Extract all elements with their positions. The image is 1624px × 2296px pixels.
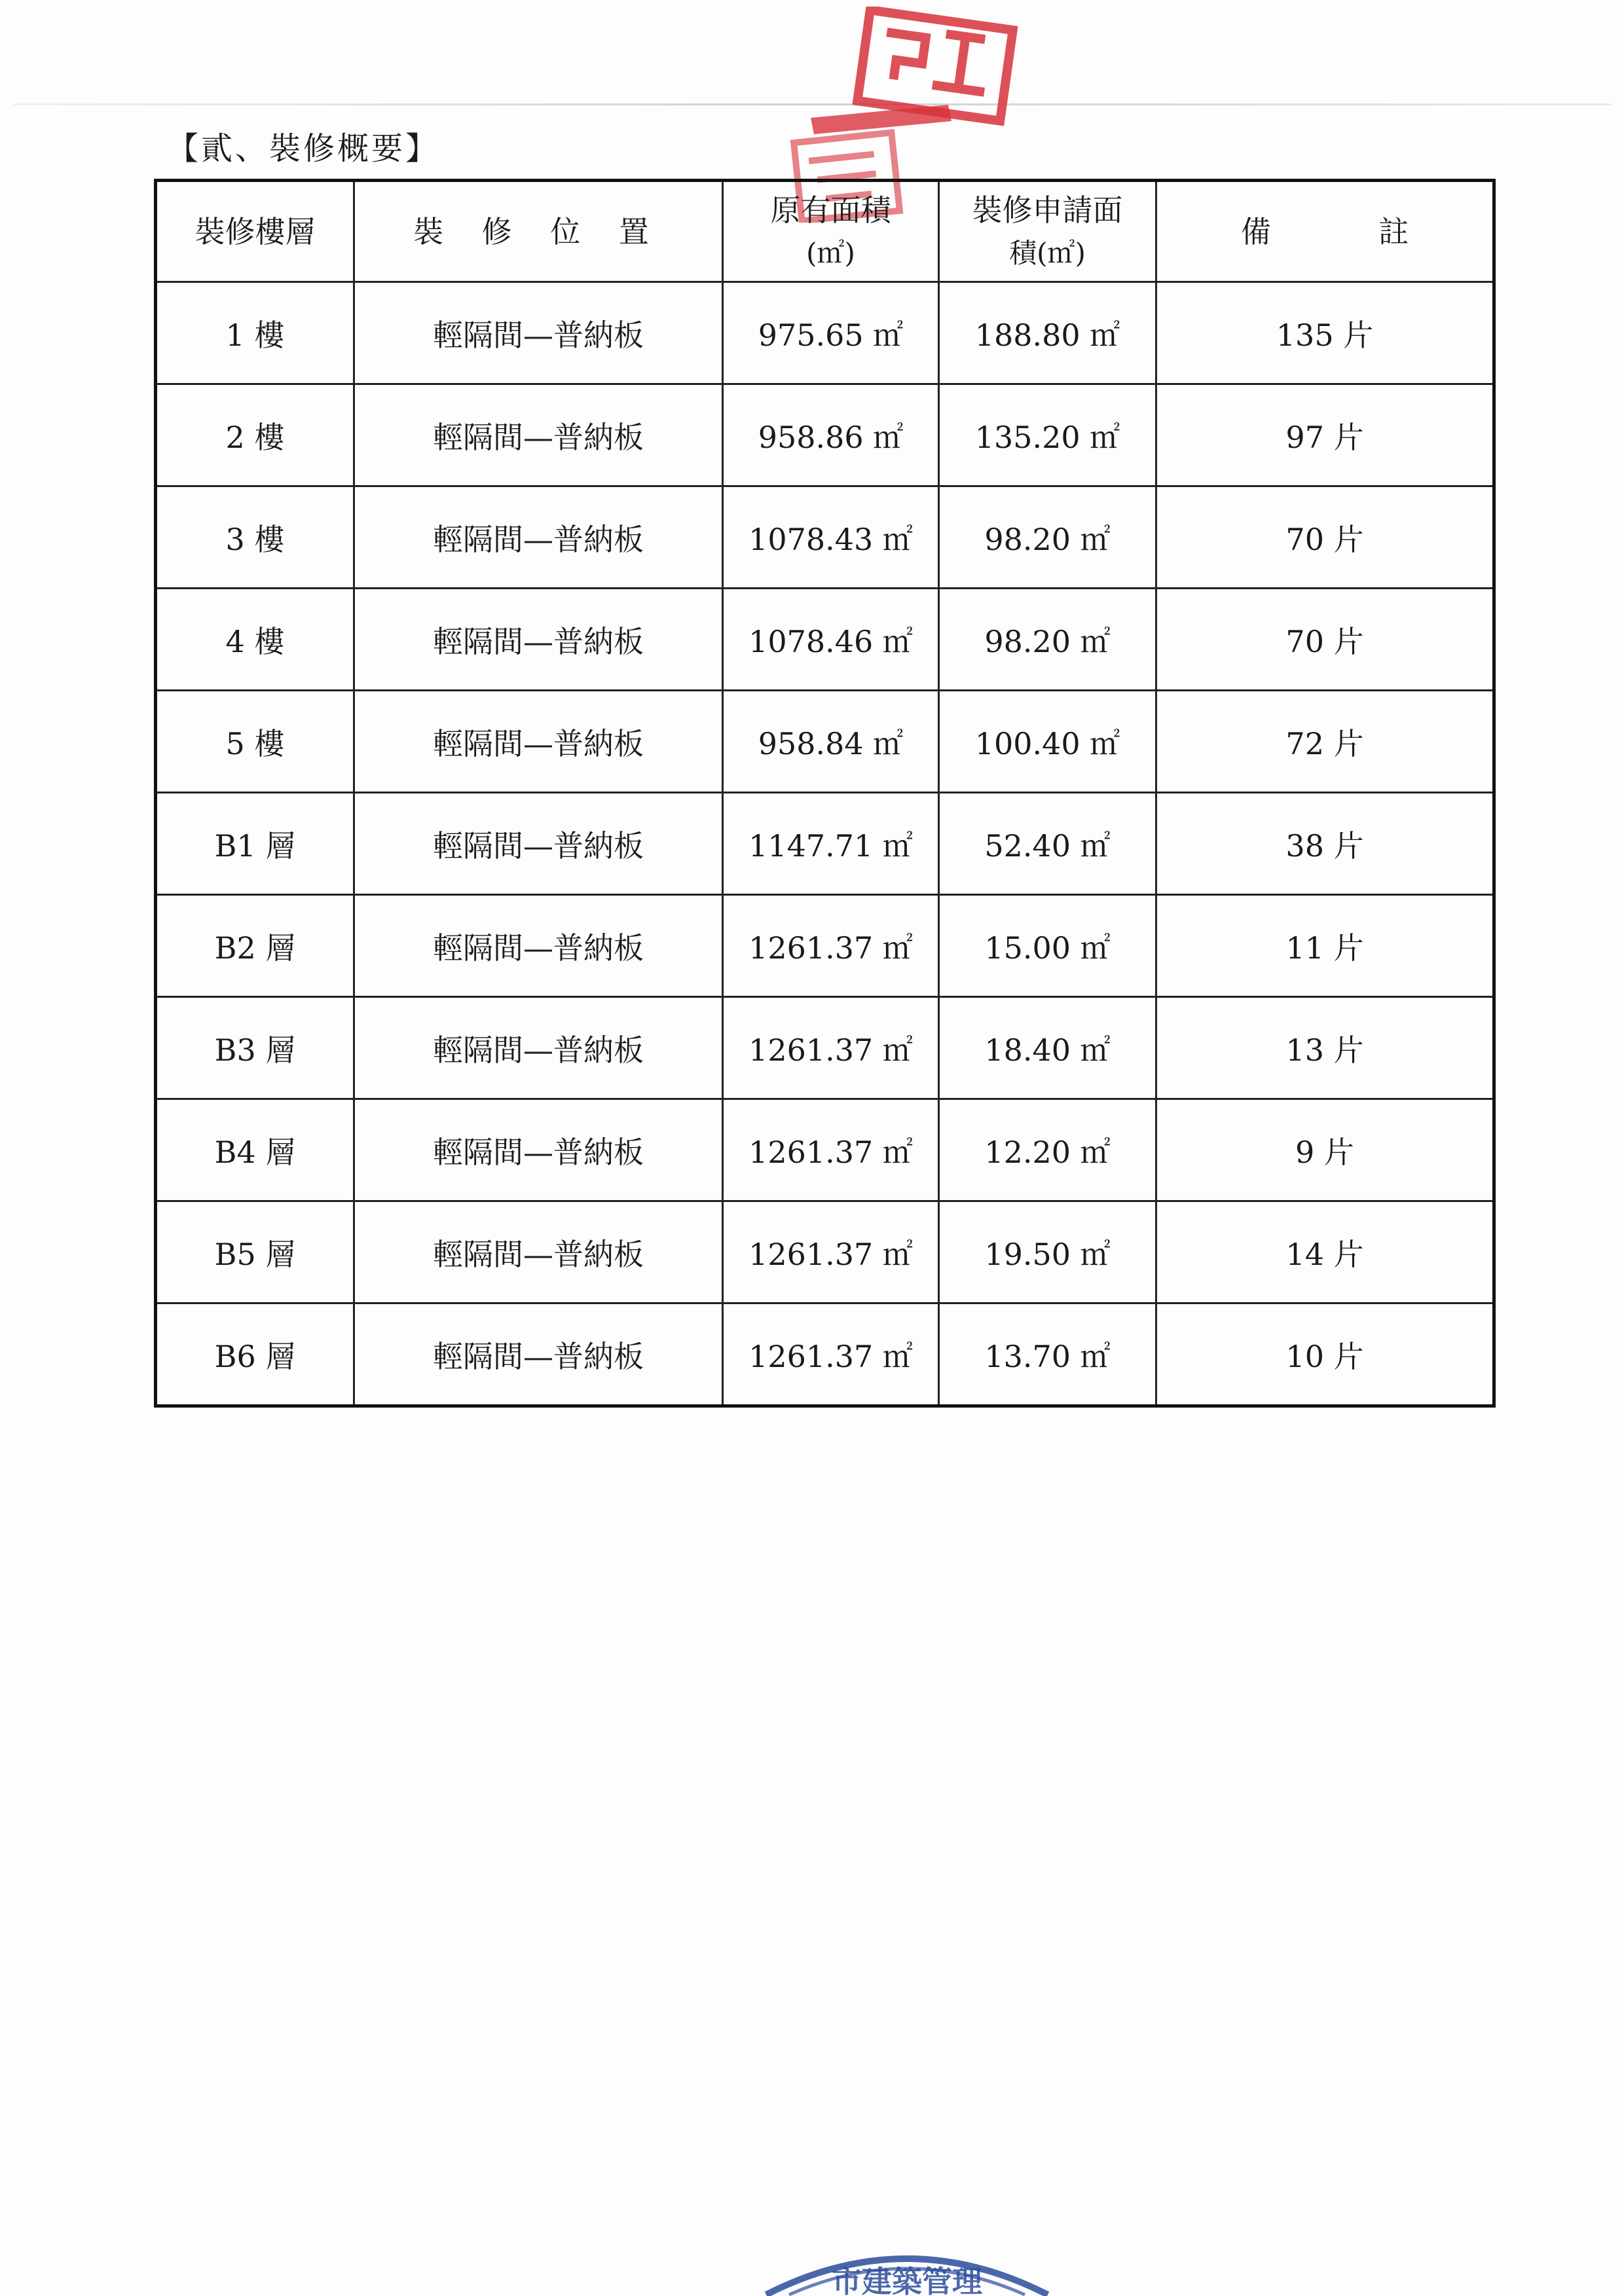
table-row [156, 589, 1494, 691]
cell-applied-area: 13.70 ㎡ [939, 1303, 1156, 1406]
table-row [156, 486, 1494, 589]
cell-floor: B5 層 [156, 1201, 354, 1303]
table-row [156, 384, 1494, 486]
header-applied-area-unit: 積(㎡) [1009, 236, 1086, 269]
table-row [156, 997, 1494, 1099]
cell-floor: B3 層 [156, 997, 354, 1099]
cell-applied-area: 135.20 ㎡ [939, 384, 1156, 486]
cell-floor: B1 層 [156, 793, 354, 895]
cell-remarks: 38 片 [1156, 793, 1494, 895]
table-row [156, 282, 1494, 384]
cell-remarks: 14 片 [1156, 1201, 1494, 1303]
cell-original-area: 1261.37 ㎡ [723, 997, 939, 1099]
cell-original-area: 1078.43 ㎡ [723, 486, 939, 589]
table-row [156, 1099, 1494, 1201]
table-row [156, 793, 1494, 895]
cell-location: 輕隔間—普納板 [354, 997, 723, 1099]
header-original-area [723, 181, 939, 282]
cell-location: 輕隔間—普納板 [354, 895, 723, 997]
header-original-area-label: 原有面積 [770, 192, 891, 228]
cell-applied-area: 100.40 ㎡ [939, 691, 1156, 793]
table-row [156, 895, 1494, 997]
cell-original-area: 1261.37 ㎡ [723, 1099, 939, 1201]
cell-location: 輕隔間—普納板 [354, 1303, 723, 1406]
cell-floor: B2 層 [156, 895, 354, 997]
header-location: 裝 修 位 置 [354, 181, 723, 282]
cell-applied-area: 98.20 ㎡ [939, 589, 1156, 691]
cell-floor: 4 樓 [156, 589, 354, 691]
cell-location: 輕隔間—普納板 [354, 384, 723, 486]
cell-original-area: 1261.37 ㎡ [723, 895, 939, 997]
cell-floor: 2 樓 [156, 384, 354, 486]
cell-remarks: 11 片 [1156, 895, 1494, 997]
cell-remarks: 70 片 [1156, 589, 1494, 691]
renovation-summary-table [154, 179, 1496, 1408]
cell-original-area: 1078.46 ㎡ [723, 589, 939, 691]
header-applied-area-label: 裝修申請面 [972, 192, 1123, 228]
cell-remarks: 9 片 [1156, 1099, 1494, 1201]
cell-applied-area: 19.50 ㎡ [939, 1201, 1156, 1303]
cell-original-area: 975.65 ㎡ [723, 282, 939, 384]
cell-original-area: 958.86 ㎡ [723, 384, 939, 486]
cell-applied-area: 98.20 ㎡ [939, 486, 1156, 589]
cell-location: 輕隔間—普納板 [354, 1201, 723, 1303]
cell-location: 輕隔間—普納板 [354, 282, 723, 384]
cell-location: 輕隔間—普納板 [354, 589, 723, 691]
cell-applied-area: 12.20 ㎡ [939, 1099, 1156, 1201]
header-original-area-unit: (㎡) [806, 236, 855, 269]
cell-applied-area: 15.00 ㎡ [939, 895, 1156, 997]
table-row [156, 691, 1494, 793]
cell-floor: B4 層 [156, 1099, 354, 1201]
cell-original-area: 958.84 ㎡ [723, 691, 939, 793]
header-floor: 裝修樓層 [156, 181, 354, 282]
cell-remarks: 97 片 [1156, 384, 1494, 486]
cell-remarks: 135 片 [1156, 282, 1494, 384]
cell-location: 輕隔間—普納板 [354, 486, 723, 589]
cell-applied-area: 52.40 ㎡ [939, 793, 1156, 895]
cell-location: 輕隔間—普納板 [354, 691, 723, 793]
cell-floor: B6 層 [156, 1303, 354, 1406]
table-row [156, 1303, 1494, 1406]
section-title: 【貳、裝修概要】 [167, 130, 440, 167]
cell-original-area: 1147.71 ㎡ [723, 793, 939, 895]
table-header-row [156, 181, 1494, 282]
blue-seal-stamp-icon [753, 2229, 1061, 2296]
header-remarks: 備 註 [1156, 181, 1494, 282]
cell-applied-area: 18.40 ㎡ [939, 997, 1156, 1099]
header-applied-area [939, 181, 1156, 282]
cell-applied-area: 188.80 ㎡ [939, 282, 1156, 384]
cell-remarks: 72 片 [1156, 691, 1494, 793]
cell-remarks: 70 片 [1156, 486, 1494, 589]
cell-floor: 1 樓 [156, 282, 354, 384]
cell-floor: 5 樓 [156, 691, 354, 793]
table-row [156, 1201, 1494, 1303]
cell-remarks: 13 片 [1156, 997, 1494, 1099]
blue-seal-text: 市建築管理 [832, 2264, 982, 2296]
cell-original-area: 1261.37 ㎡ [723, 1201, 939, 1303]
cell-location: 輕隔間—普納板 [354, 1099, 723, 1201]
cell-original-area: 1261.37 ㎡ [723, 1303, 939, 1406]
cell-location: 輕隔間—普納板 [354, 793, 723, 895]
cell-remarks: 10 片 [1156, 1303, 1494, 1406]
cell-floor: 3 樓 [156, 486, 354, 589]
